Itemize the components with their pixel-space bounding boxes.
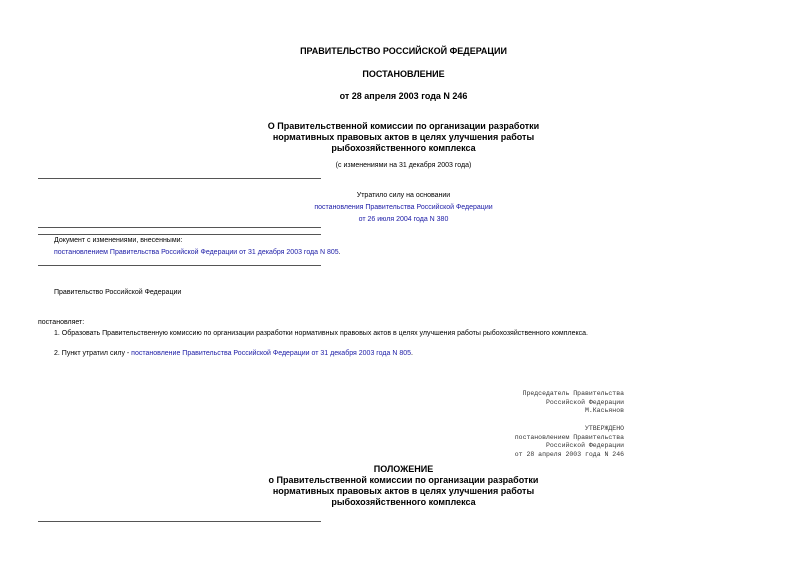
item-1: 1. Образовать Правительственную комиссию по организации разработки нормативных правовых актов в целях улучшения работы рыбохозяйственного комплекса. [54,330,588,337]
divider [38,227,321,228]
title-line: нормативных правовых актов в целях улучшения работы [272,132,535,142]
title-line: рыбохозяйственного комплекса [331,143,476,153]
title-line: О Правительственной комиссии по организации разработки [267,121,540,131]
signature-block [523,390,624,416]
divider [38,265,321,266]
signature-line: М.Касьянов [584,407,624,414]
decides-text: постановляет: [38,319,85,326]
item-2-link[interactable]: постановление Правительства Российской Федерации от 31 декабря 2003 года N 805 [131,350,412,357]
expired-link[interactable]: постановления Правительства Российской Федерации [314,204,493,211]
approved-line: УТВЕРЖДЕНО [584,425,624,432]
approved-line: постановлением Правительства [514,433,624,441]
government-text: Правительство Российской Федерации [54,289,182,296]
expired-text: Утратило силу на основании [356,192,451,199]
org-name: ПРАВИТЕЛЬСТВО РОССИЙСКОЙ ФЕДЕРАЦИИ [300,46,507,56]
changes-suffix: . [338,249,341,256]
expired-notice [0,190,807,226]
approved-block [515,425,624,459]
doc-title [0,121,807,154]
item-2-prefix: 2. Пункт утратил силу - [54,350,132,357]
approved-line: от 28 апреля 2003 года N 246 [514,450,624,458]
approved-line: Российской Федерации [545,442,624,449]
changes-ref [54,249,341,256]
regulation-line: рыбохозяйственного комплекса [331,497,476,507]
signature-line: Российской Федерации [545,398,624,406]
doc-date: от 28 апреля 2003 года N 246 [339,91,468,101]
item-2-suffix: . [411,350,413,357]
regulation-title: ПОЛОЖЕНИЕ [373,464,434,474]
amend-note: (с изменениями на 31 декабря 2003 года) [335,162,472,169]
changes-label: Документ с изменениями, внесенными: [54,237,183,244]
doc-type: ПОСТАНОВЛЕНИЕ [362,69,445,79]
regulation-line: о Правительственной комиссии по организации разработки [268,475,539,485]
signature-line: Председатель Правительства [522,390,624,397]
item-2 [54,350,413,357]
regulation-line: нормативных правовых актов в целях улучшения работы [272,486,535,496]
divider [38,178,321,179]
regulation-heading [0,464,807,508]
divider [38,234,321,235]
changes-link[interactable]: постановлением Правительства Российской Федерации от 31 декабря 2003 года N 805 [54,249,339,256]
divider [38,521,321,522]
expired-link-date[interactable]: от 26 июля 2004 года N 380 [358,216,449,223]
